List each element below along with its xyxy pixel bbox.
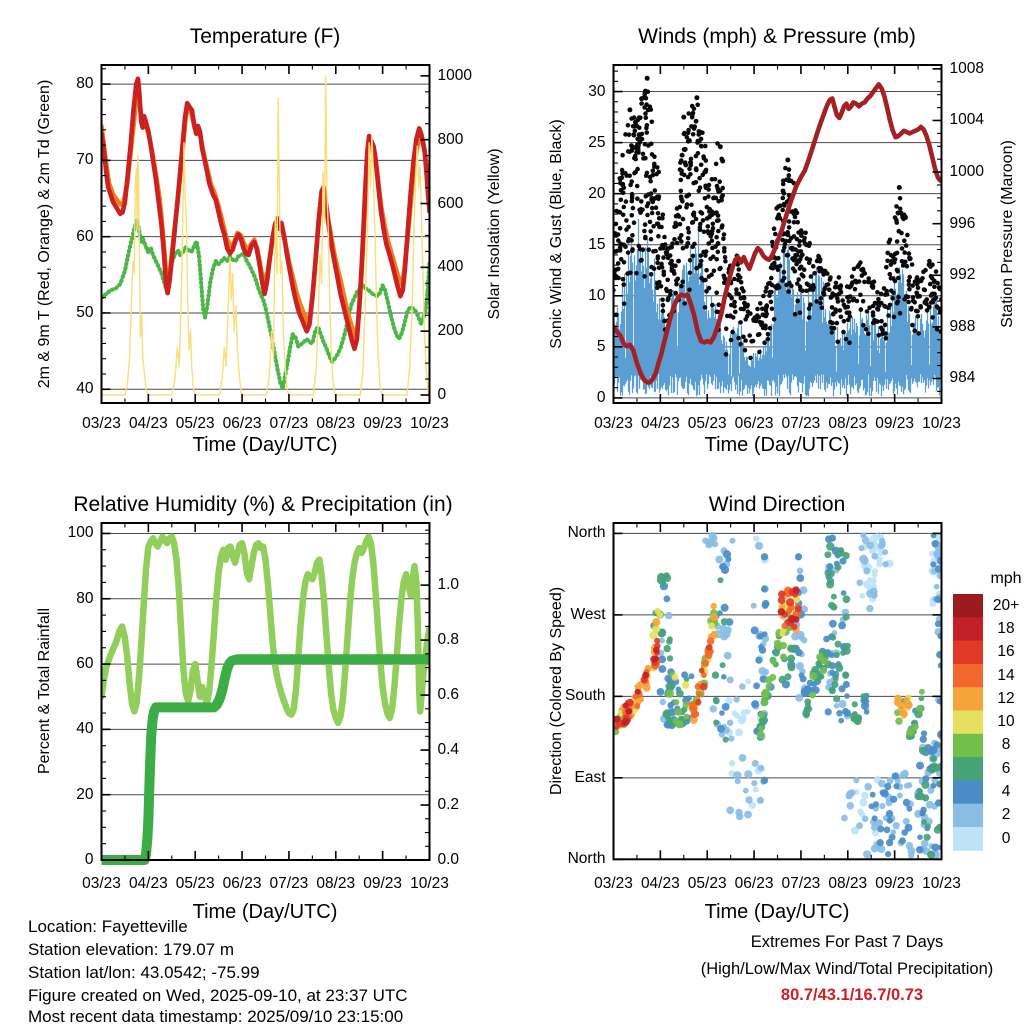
x-tick-label: 07/23 bbox=[781, 415, 821, 432]
colorbar-label: 0 bbox=[1001, 829, 1011, 847]
x-axis-label-winds: Time (Day/UTC) bbox=[704, 434, 850, 456]
y-tick-label: 600 bbox=[437, 194, 464, 212]
x-tick-label: 04/23 bbox=[640, 875, 680, 892]
footer-created: Figure created on Wed, 2025-09-10, at 23:37 UTC bbox=[28, 986, 408, 1005]
y-tick-label: 60 bbox=[76, 227, 94, 245]
colorbar-label: 12 bbox=[997, 689, 1015, 707]
x-tick-label: 09/23 bbox=[875, 875, 915, 892]
x-tick-label: 08/23 bbox=[316, 875, 356, 892]
y-tick-label: 100 bbox=[67, 524, 94, 542]
x-tick-label: 10/23 bbox=[922, 415, 961, 432]
x-tick-label: 05/23 bbox=[175, 875, 215, 892]
y-tick-label: North bbox=[567, 524, 606, 542]
chart-title-temperature: Temperature (F) bbox=[189, 25, 341, 48]
x-tick-label: 09/23 bbox=[363, 415, 403, 432]
y-tick-label: 996 bbox=[949, 214, 976, 232]
chart-title-humidity: Relative Humidity (%) & Precipitation (in) bbox=[73, 493, 453, 516]
y-axis-label-direction-left: Direction (Colored By Speed) bbox=[548, 586, 565, 796]
colorbar-title: mph bbox=[990, 570, 1022, 587]
y-tick-label: 0 bbox=[84, 851, 94, 868]
wind-gust-pressure-series bbox=[611, 76, 944, 397]
y-axis-label-percent-left: Percent & Total Rainfall bbox=[36, 607, 53, 775]
y-tick-label: 0.8 bbox=[437, 631, 460, 649]
y-tick-label: 80 bbox=[76, 589, 94, 607]
y-tick-label: 200 bbox=[437, 322, 464, 340]
chart-title-wind-direction: Wind Direction bbox=[708, 493, 846, 516]
x-axis-label-wind-direction: Time (Day/UTC) bbox=[704, 901, 850, 923]
footer-latlon: Station lat/lon: 43.0542; -75.99 bbox=[28, 963, 260, 982]
x-tick-label: 03/23 bbox=[82, 415, 121, 432]
chart-title-winds-pressure: Winds (mph) & Pressure (mb) bbox=[638, 25, 916, 48]
y-tick-label: 0.4 bbox=[437, 741, 460, 759]
y-tick-label: 0.0 bbox=[437, 851, 460, 868]
y-tick-label: 40 bbox=[76, 720, 94, 738]
speed-colorbar bbox=[953, 594, 983, 851]
y-tick-label: North bbox=[567, 850, 606, 868]
x-tick-label: 04/23 bbox=[128, 415, 168, 432]
y-tick-label: 1000 bbox=[437, 66, 472, 84]
y-tick-label: 400 bbox=[437, 258, 464, 276]
extremes-values: 80.7/43.1/16.7/0.73 bbox=[780, 986, 924, 1004]
temperature-series bbox=[102, 76, 430, 395]
y-tick-label: 1008 bbox=[949, 59, 984, 77]
y-tick-label: West bbox=[570, 605, 606, 623]
footer-timestamp: Most recent data timestamp: 2025/09/10 23:15:00 bbox=[28, 1007, 404, 1024]
y-tick-label: 984 bbox=[949, 369, 976, 387]
extremes-subtitle: (High/Low/Max Wind/Total Precipitation) bbox=[700, 960, 994, 978]
x-tick-label: 06/23 bbox=[734, 875, 774, 892]
x-tick-label: 04/23 bbox=[640, 415, 680, 432]
colorbar-label: 14 bbox=[997, 666, 1015, 684]
x-tick-label: 03/23 bbox=[594, 875, 633, 892]
y-axis-label-pressure-right: Station Pressure (Maroon) bbox=[999, 140, 1016, 328]
y-axis-label-temp-left: 2m & 9m T (Red, Orange) & 2m Td (Green) bbox=[36, 79, 53, 389]
y-tick-label: 25 bbox=[588, 133, 606, 151]
colorbar-label: 20+ bbox=[992, 596, 1020, 614]
x-tick-label: 05/23 bbox=[687, 875, 727, 892]
x-tick-label: 07/23 bbox=[269, 415, 309, 432]
wind-direction-scatter bbox=[612, 532, 946, 859]
colorbar-label: 16 bbox=[997, 643, 1015, 661]
y-tick-label: 5 bbox=[596, 337, 606, 355]
y-tick-label: 80 bbox=[76, 75, 94, 93]
colorbar-label: 4 bbox=[1001, 783, 1011, 801]
y-tick-label: 1.0 bbox=[437, 576, 460, 594]
footer-elevation: Station elevation: 179.07 m bbox=[28, 940, 235, 959]
y-axis-label-solar-right: Solar Insolation (Yellow) bbox=[486, 148, 503, 320]
footer-location: Location: Fayetteville bbox=[28, 917, 188, 936]
y-axis-label-wind-left: Sonic Wind & Gust (Blue, Black) bbox=[548, 119, 565, 349]
x-tick-label: 07/23 bbox=[269, 875, 309, 892]
y-tick-label: South bbox=[564, 687, 606, 705]
x-tick-label: 10/23 bbox=[410, 875, 449, 892]
y-tick-label: 0.6 bbox=[437, 686, 460, 704]
colorbar-label: 8 bbox=[1001, 736, 1011, 754]
y-tick-label: 30 bbox=[588, 82, 606, 100]
x-tick-label: 06/23 bbox=[222, 875, 262, 892]
y-tick-label: 1000 bbox=[949, 163, 984, 181]
extremes-title: Extremes For Past 7 Days bbox=[750, 933, 944, 951]
y-tick-label: 0 bbox=[596, 388, 606, 406]
y-tick-label: 992 bbox=[949, 266, 976, 284]
x-tick-label: 06/23 bbox=[222, 415, 262, 432]
x-axis-label-humidity: Time (Day/UTC) bbox=[192, 901, 338, 923]
x-tick-label: 03/23 bbox=[82, 875, 121, 892]
x-tick-label: 04/23 bbox=[128, 875, 168, 892]
x-tick-label: 05/23 bbox=[687, 415, 727, 432]
y-tick-label: 10 bbox=[588, 286, 606, 304]
colorbar-label: 6 bbox=[1001, 759, 1011, 777]
x-tick-label: 08/23 bbox=[828, 415, 868, 432]
colorbar-label: 18 bbox=[997, 619, 1015, 637]
y-tick-label: 988 bbox=[949, 317, 976, 335]
colorbar-label: 2 bbox=[1001, 806, 1011, 824]
y-tick-label: 1004 bbox=[949, 111, 984, 129]
x-tick-label: 05/23 bbox=[175, 415, 215, 432]
y-tick-label: 20 bbox=[76, 785, 94, 803]
x-tick-label: 10/23 bbox=[922, 875, 961, 892]
x-tick-label: 09/23 bbox=[875, 415, 915, 432]
x-tick-label: 06/23 bbox=[734, 415, 774, 432]
y-tick-label: 60 bbox=[76, 655, 94, 673]
x-tick-label: 07/23 bbox=[781, 875, 821, 892]
humidity-rain-series bbox=[102, 537, 430, 860]
y-tick-label: 50 bbox=[76, 303, 94, 321]
x-tick-label: 09/23 bbox=[363, 875, 403, 892]
x-tick-label: 10/23 bbox=[410, 415, 449, 432]
x-tick-label: 03/23 bbox=[594, 415, 633, 432]
y-tick-label: 40 bbox=[76, 380, 94, 398]
y-tick-label: East bbox=[574, 768, 606, 786]
y-tick-label: 800 bbox=[437, 130, 464, 148]
y-tick-label: 20 bbox=[588, 184, 606, 202]
colorbar-label: 10 bbox=[997, 713, 1015, 731]
x-tick-label: 08/23 bbox=[828, 875, 868, 892]
x-tick-label: 08/23 bbox=[316, 415, 356, 432]
y-tick-label: 15 bbox=[588, 235, 606, 253]
x-axis-label-temperature: Time (Day/UTC) bbox=[192, 434, 338, 456]
y-tick-label: 0 bbox=[437, 386, 447, 404]
y-tick-label: 70 bbox=[76, 151, 94, 169]
y-tick-label: 0.2 bbox=[437, 796, 460, 814]
